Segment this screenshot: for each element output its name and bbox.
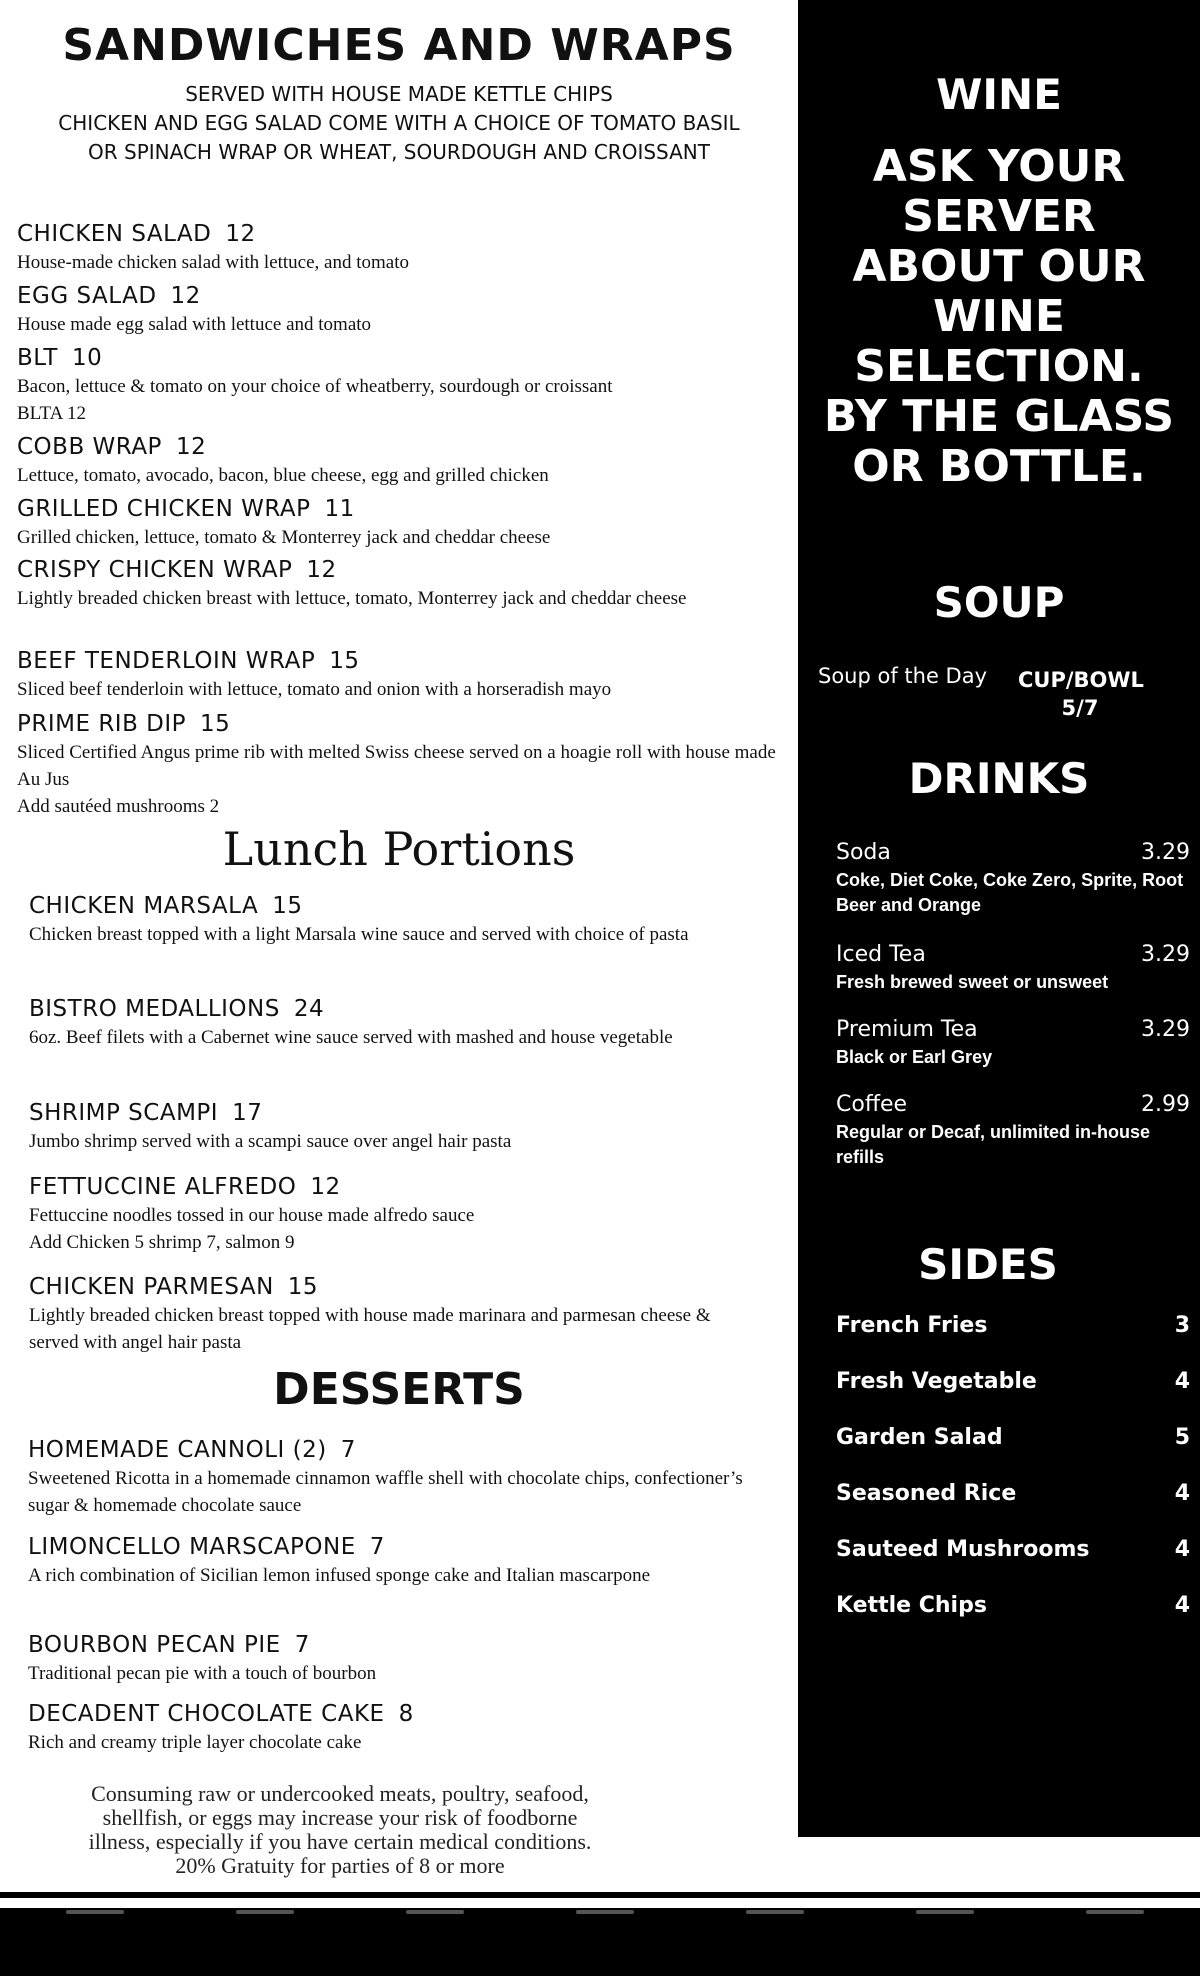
lunch-title: Lunch Portions xyxy=(222,822,576,876)
item-price: 7 xyxy=(294,1632,310,1658)
menu-item xyxy=(29,1098,779,1155)
item-price: 7 xyxy=(369,1534,385,1560)
menu-item xyxy=(17,281,787,338)
drink-price: 3.29 xyxy=(1141,1017,1190,1042)
drink-item xyxy=(836,838,1190,918)
soup-price: 5/7 xyxy=(1061,696,1099,720)
side-price: 3 xyxy=(1174,1313,1190,1338)
border-notch xyxy=(746,1910,804,1914)
item-name: CRISPY CHICKEN WRAP xyxy=(17,557,293,583)
drink-description: Regular or Decaf, unlimited in-house refills xyxy=(836,1122,1151,1167)
side-price: 4 xyxy=(1174,1537,1190,1562)
item-price: 7 xyxy=(340,1437,356,1463)
menu-item xyxy=(17,219,787,276)
drink-price: 3.29 xyxy=(1141,942,1190,967)
side-price: 4 xyxy=(1174,1369,1190,1394)
disclaimer xyxy=(10,1782,670,1878)
item-name: BOURBON PECAN PIE xyxy=(28,1632,281,1658)
item-name: GRILLED CHICKEN WRAP xyxy=(17,496,311,522)
item-price: 12 xyxy=(306,557,337,583)
side-name: Sauteed Mushrooms xyxy=(836,1537,1090,1562)
side-name: Kettle Chips xyxy=(836,1593,987,1618)
soup-label: Soup of the Day xyxy=(818,664,988,688)
item-name: BEEF TENDERLOIN WRAP xyxy=(17,648,316,674)
side-item xyxy=(836,1593,1190,1618)
drink-item xyxy=(836,1015,1190,1070)
side-name: Seasoned Rice xyxy=(836,1481,1017,1506)
side-name: French Fries xyxy=(836,1313,988,1338)
menu-item xyxy=(28,1699,788,1756)
side-item xyxy=(836,1481,1190,1506)
item-name: COBB WRAP xyxy=(17,434,162,460)
wine-text: ASK YOUR SERVER ABOUT OUR WINE SELECTION. BY THE GLASS OR BOTTLE. xyxy=(823,141,1175,492)
wine-title: WINE xyxy=(936,70,1062,119)
item-description: 6oz. Beef filets with a Cabernet wine sauce served with mashed and house vegetable xyxy=(29,1027,673,1048)
item-price: 10 xyxy=(71,345,103,371)
desserts-title: DESSERTS xyxy=(273,1364,525,1415)
border-notch xyxy=(236,1910,294,1914)
side-name: Fresh Vegetable xyxy=(836,1369,1037,1394)
menu-item xyxy=(28,1435,788,1519)
border-notch xyxy=(1086,1910,1144,1914)
item-description: Lightly breaded chicken breast topped with house made marinara and parmesan cheese & served with angel hair pasta xyxy=(29,1305,711,1353)
item-extra: Add sautéed mushrooms 2 xyxy=(17,796,220,817)
item-name: CHICKEN MARSALA xyxy=(29,893,259,919)
drink-price: 3.29 xyxy=(1141,840,1190,865)
item-price: 11 xyxy=(324,496,355,522)
item-name: FETTUCCINE ALFREDO xyxy=(29,1174,297,1200)
disclaimer-line: Consuming raw or undercooked meats, poultry, seafood, xyxy=(91,1781,589,1806)
menu-item xyxy=(29,994,769,1051)
menu-item xyxy=(17,494,787,551)
bottom-border xyxy=(0,1908,1200,1976)
item-name: LIMONCELLO MARSCAPONE xyxy=(28,1534,356,1560)
bottom-divider xyxy=(0,1892,1200,1898)
item-price: 12 xyxy=(175,434,207,460)
drink-name: Iced Tea xyxy=(836,942,926,967)
menu-item xyxy=(29,891,779,948)
item-description: Sweetened Ricotta in a homemade cinnamon waffle shell with chocolate chips, confectioner’s sugar & homemade chocolate sauce xyxy=(28,1468,743,1516)
disclaimer-line: shellfish, or eggs may increase your risk of foodborne xyxy=(102,1805,578,1830)
right-menu-column xyxy=(798,0,1200,1837)
subtitle-line: CHICKEN AND EGG SALAD COME WITH A CHOICE OF TOMATO BASIL xyxy=(58,111,740,135)
item-description: Lettuce, tomato, avocado, bacon, blue cheese, egg and grilled chicken xyxy=(17,465,549,486)
menu-item xyxy=(29,1172,779,1256)
item-price: 8 xyxy=(398,1701,414,1727)
side-item xyxy=(836,1313,1190,1338)
item-description: Chicken breast topped with a light Marsala wine sauce and served with choice of pasta xyxy=(29,924,689,945)
side-name: Garden Salad xyxy=(836,1425,1003,1450)
side-item xyxy=(836,1369,1190,1394)
item-description: Bacon, lettuce & tomato on your choice of wheatberry, sourdough or croissant xyxy=(17,376,613,397)
menu-item xyxy=(17,555,737,612)
drink-name: Soda xyxy=(836,840,891,865)
item-name: CHICKEN PARMESAN xyxy=(29,1274,274,1300)
item-description: Sliced Certified Angus prime rib with melted Swiss cheese served on a hoagie roll with house made Au Jus xyxy=(17,742,776,790)
item-name: CHICKEN SALAD xyxy=(17,221,212,247)
drink-item xyxy=(836,940,1190,995)
side-price: 5 xyxy=(1174,1425,1190,1450)
subtitle-line: OR SPINACH WRAP OR WHEAT, SOURDOUGH AND CROISSANT xyxy=(88,140,710,164)
sides-title: SIDES xyxy=(918,1240,1058,1289)
drink-description: Black or Earl Grey xyxy=(836,1047,993,1067)
soup-title: SOUP xyxy=(933,578,1065,627)
item-description: Grilled chicken, lettuce, tomato & Monterrey jack and cheddar cheese xyxy=(17,527,551,548)
item-price: 24 xyxy=(293,996,325,1022)
item-description: Jumbo shrimp served with a scampi sauce over angel hair pasta xyxy=(29,1131,512,1152)
item-name: DECADENT CHOCOLATE CAKE xyxy=(28,1701,385,1727)
item-price: 12 xyxy=(170,283,201,309)
menu-item xyxy=(28,1532,728,1589)
item-description: Lightly breaded chicken breast with lettuce, tomato, Monterrey jack and cheddar cheese xyxy=(17,588,687,609)
menu-item xyxy=(28,1630,788,1687)
border-notch xyxy=(406,1910,464,1914)
subtitle-line: SERVED WITH HOUSE MADE KETTLE CHIPS xyxy=(185,82,613,106)
side-item xyxy=(836,1537,1190,1562)
drink-price: 2.99 xyxy=(1141,1092,1190,1117)
border-notch xyxy=(916,1910,974,1914)
border-notch xyxy=(576,1910,634,1914)
item-description: House made egg salad with lettuce and tomato xyxy=(17,314,372,335)
item-description: Rich and creamy triple layer chocolate cake xyxy=(28,1732,362,1753)
item-description: A rich combination of Sicilian lemon infused sponge cake and Italian mascarpone xyxy=(28,1565,651,1586)
soup-size-label: CUP/BOWL xyxy=(1018,668,1144,692)
menu-item xyxy=(17,709,787,820)
item-name: BISTRO MEDALLIONS xyxy=(29,996,280,1022)
item-description: House-made chicken salad with lettuce, and tomato xyxy=(17,252,410,273)
item-price: 15 xyxy=(200,711,231,737)
item-price: 17 xyxy=(232,1100,263,1126)
item-name: SHRIMP SCAMPI xyxy=(29,1100,219,1126)
menu-item xyxy=(17,432,787,489)
item-name: BLT xyxy=(17,345,58,371)
disclaimer-line: illness, especially if you have certain medical conditions. xyxy=(88,1829,592,1854)
drink-description: Coke, Diet Coke, Coke Zero, Sprite, Root Beer and Orange xyxy=(836,870,1184,915)
sandwiches-title: SANDWICHES AND WRAPS xyxy=(62,20,736,71)
drink-item xyxy=(836,1090,1190,1170)
menu-item xyxy=(17,343,787,427)
item-name: PRIME RIB DIP xyxy=(17,711,187,737)
side-price: 4 xyxy=(1174,1481,1190,1506)
item-description: Fettuccine noodles tossed in our house made alfredo sauce xyxy=(29,1205,475,1226)
drinks-title: DRINKS xyxy=(908,754,1090,803)
item-extra: Add Chicken 5 shrimp 7, salmon 9 xyxy=(29,1232,295,1253)
menu-item xyxy=(29,1272,749,1356)
side-price: 4 xyxy=(1174,1593,1190,1618)
border-notch xyxy=(66,1910,124,1914)
item-price: 15 xyxy=(272,893,303,919)
drink-description: Fresh brewed sweet or unsweet xyxy=(836,972,1109,992)
item-extra: BLTA 12 xyxy=(17,403,87,424)
item-price: 15 xyxy=(287,1274,319,1300)
item-description: Sliced beef tenderloin with lettuce, tomato and onion with a horseradish mayo xyxy=(17,679,612,700)
item-description: Traditional pecan pie with a touch of bourbon xyxy=(28,1663,377,1684)
item-price: 15 xyxy=(329,648,360,674)
drink-name: Premium Tea xyxy=(836,1017,978,1042)
item-price: 12 xyxy=(310,1174,341,1200)
item-price: 12 xyxy=(225,221,256,247)
item-name: EGG SALAD xyxy=(17,283,157,309)
side-item xyxy=(836,1425,1190,1450)
item-name: HOMEMADE CANNOLI (2) xyxy=(28,1437,327,1463)
menu-item xyxy=(17,646,792,703)
drink-name: Coffee xyxy=(836,1092,908,1117)
gratuity-note: 20% Gratuity for parties of 8 or more xyxy=(175,1853,505,1878)
